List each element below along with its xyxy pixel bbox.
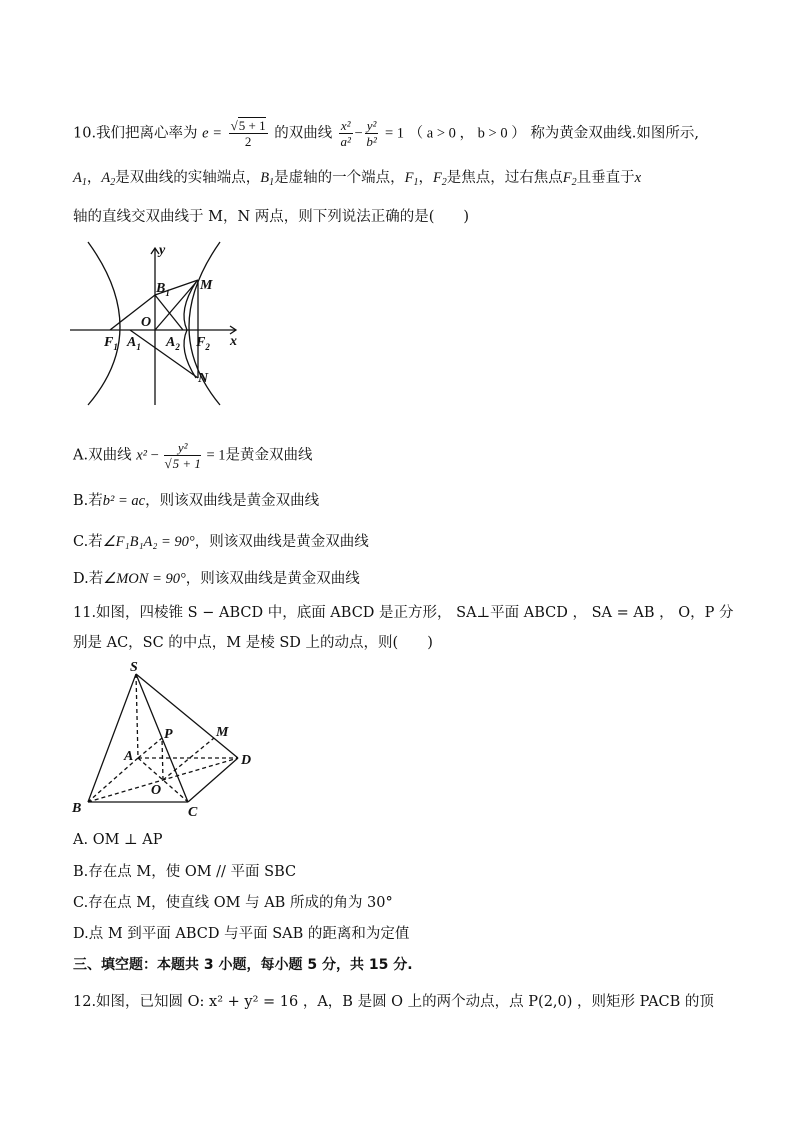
q10-line-3 [73, 207, 469, 227]
edge-SB [88, 674, 136, 802]
q10-option-b: B.若b² = ac，则该双曲线是黄金双曲线 [73, 493, 320, 509]
q10-l3: 轴的直线交双曲线于 M，N 两点，则下列说法正确的是( ) [73, 209, 470, 225]
edge-AB [88, 758, 138, 802]
edge-SD [136, 674, 238, 758]
label-M: M [200, 278, 213, 293]
q10-condition: （ a > 0 ， b > 0 ） [408, 125, 526, 142]
label-y: y [159, 243, 166, 258]
pyramid-figure [68, 660, 268, 820]
label-S: S [130, 660, 138, 675]
q10-line-1: 10.我们把离心率为 e = $\frac{√5 + 1}{2}$ 的双曲线 $\frac{\text{x²}}{\text{a²}}$ − $\frac{\text{y²}}{\text{b²}}$ = 1 （ a > 0 ， b > 0 ） 称为黄金双曲线.如图所示, [73, 118, 700, 149]
hyperbola-figure [70, 240, 250, 410]
label-C: C [188, 805, 198, 820]
edge-CD [188, 758, 238, 802]
q10-line-2: $A_1$，$A_2$是双曲线的实轴端点，$B_1$是虚轴的一个端点，$F_1$，$F_2$是焦点，过右焦点$F_2$且垂直于x [73, 170, 642, 188]
q10-number: 10. [73, 125, 97, 142]
label-P: P [164, 727, 173, 742]
label-F2: $F_2$ [196, 335, 210, 352]
label-B: B [72, 801, 82, 816]
q10-l2x: x [634, 170, 642, 186]
q11-option-c: C.存在点 M，使直线 OM 与 AB 所成的角为 30° [73, 895, 393, 911]
label-B1: $B_1$ [156, 281, 170, 298]
q10-l2c: 是焦点，过右焦点 [446, 170, 563, 186]
q11-line-1: 11.如图，四棱锥 S − ABCD 中，底面 ABCD 是正方形， SA⊥平面 ABCD ， SA = AB ， O，P 分 [73, 605, 734, 621]
label-M: M [216, 725, 229, 740]
q10-option-d: D.若∠MON = 90°，则该双曲线是黄金双曲线 [73, 571, 360, 587]
eccentricity-fraction: $\frac{√5 + 1}{2}$ [230, 118, 266, 149]
eccentricity-denominator: 2 [244, 134, 252, 149]
q11-option-b: B.存在点 M，使 OM // 平面 SBC [73, 864, 297, 880]
label-D: D [241, 753, 252, 768]
q11-option-a: A. OM ⊥ AP [73, 832, 163, 848]
q10-text-1: 我们把离心率为 [96, 125, 198, 142]
y2-over-b2: $\frac{\text{y²}}{\text{b²}}$ [366, 118, 377, 149]
q10-l2d: 且垂直于 [576, 170, 635, 186]
segment-OP [162, 738, 163, 780]
q10-text-2: 的双曲线 [274, 125, 333, 142]
q10-l2a: 是双曲线的实轴端点， [115, 170, 261, 186]
section-3-heading: 三、填空题：本题共 3 小题，每小题 5 分，共 15 分. [73, 957, 413, 973]
q10-option-a: A.双曲线 x² − $\frac{\text{y²}}{√5 + 1}$ = 1是黄金双曲线 [73, 440, 313, 471]
label-x: x [230, 334, 237, 349]
q10-l2b: 是虚轴的一个端点， [274, 170, 405, 186]
eccentricity-numerator: 5 + 1 [238, 118, 266, 133]
label-F1: $F_1$ [104, 335, 118, 352]
edge-SA [136, 674, 138, 758]
label-A1: $A_1$ [127, 335, 141, 352]
eccentricity-eq: e = [202, 125, 223, 142]
label-A: A [124, 749, 134, 764]
segment-AP [138, 738, 162, 758]
optA-fraction: $\frac{\text{y²}}{√5 + 1}$ [164, 440, 201, 471]
q12-line-1: 12.如图，已知圆 O: x² + y² = 16 ，A，B 是圆 O 上的两个动点，点 P(2,0) ，则矩形 PACB 的顶 [73, 994, 714, 1010]
label-N: N [198, 371, 209, 386]
q10-text-3: 称为黄金双曲线.如图所示, [530, 125, 700, 142]
label-O: O [151, 783, 162, 798]
q10-option-c: C.若∠F₁B₁A₂ = 90°，则该双曲线是黄金双曲线 [73, 534, 369, 550]
line-A1-N [130, 330, 198, 378]
q11-line-2: 别是 AC，SC 的中点，M 是棱 SD 上的动点，则( ) [73, 635, 433, 651]
label-A2: $A_2$ [166, 335, 180, 352]
label-O: O [141, 315, 152, 330]
q11-option-d: D.点 M 到平面 ABCD 与平面 SAB 的距离和为定值 [73, 926, 410, 942]
equation-rhs: = 1 [384, 125, 405, 142]
hyperbola-left-branch [88, 242, 120, 405]
x2-over-a2: $\frac{\text{x²}}{\text{a²}}$ [340, 118, 351, 149]
